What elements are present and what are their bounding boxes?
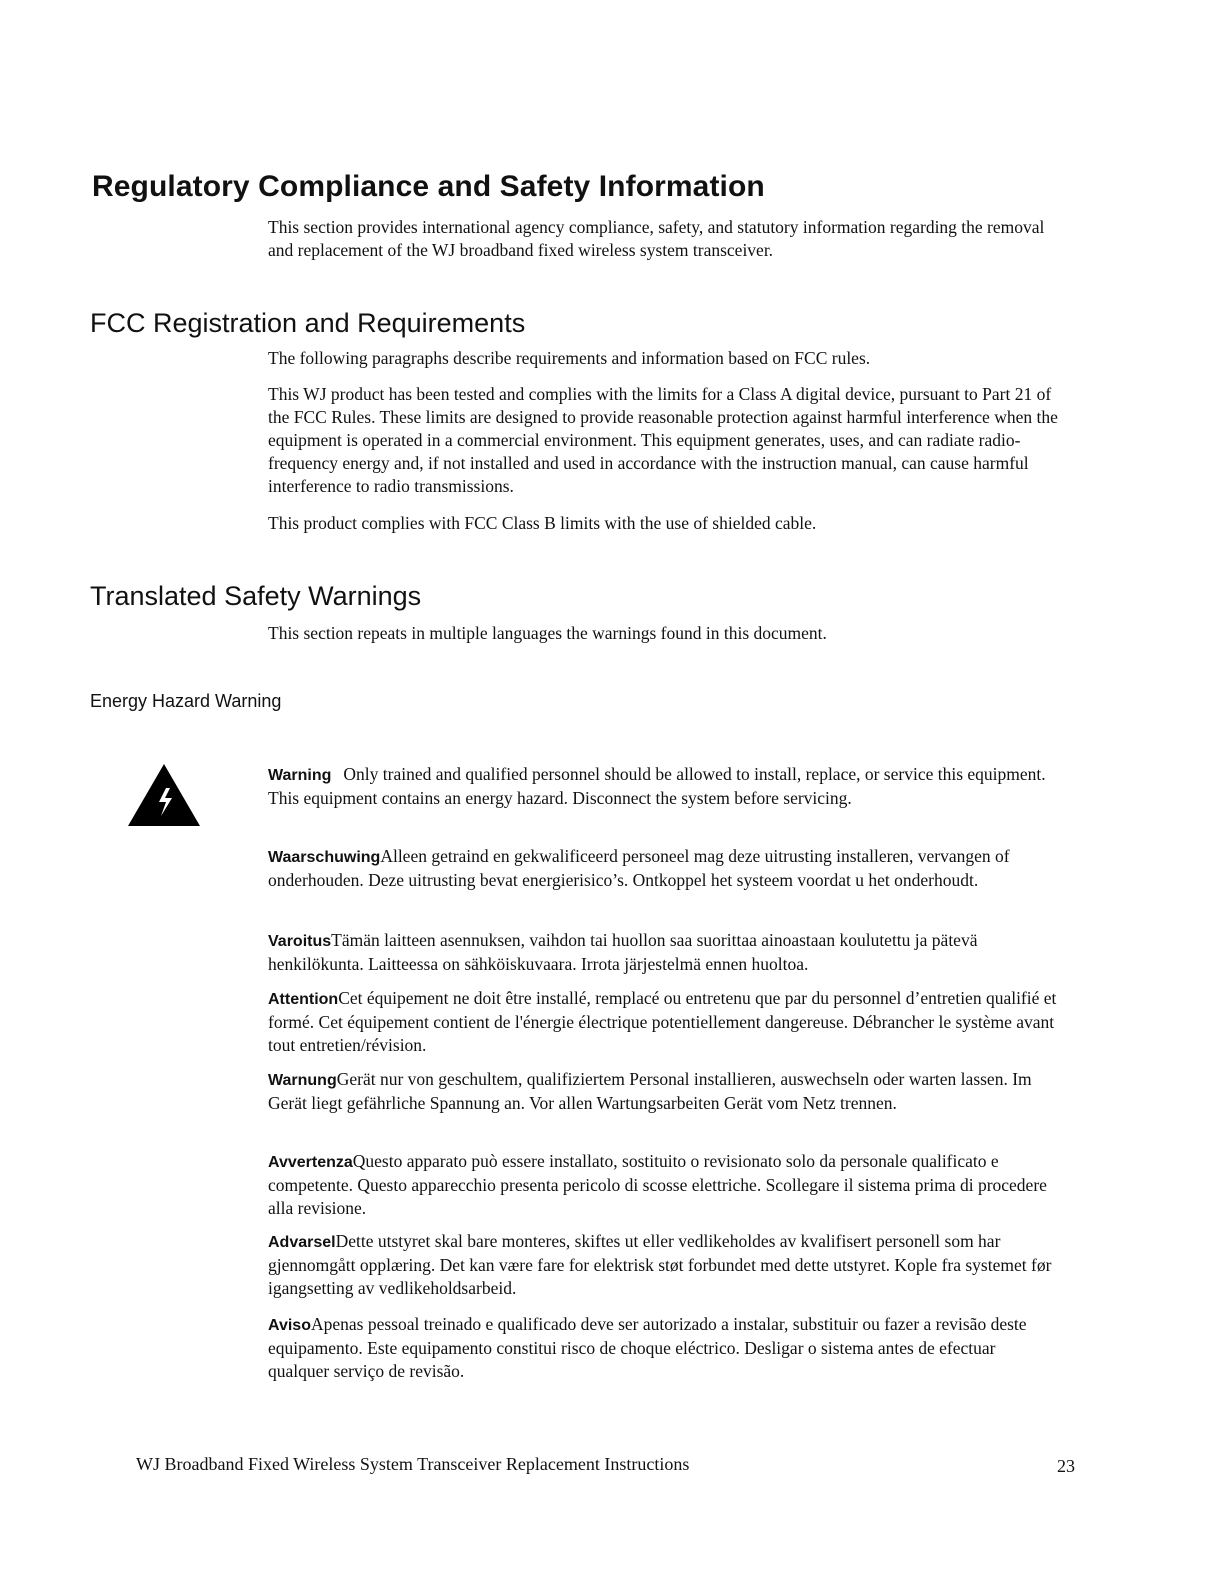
- translated-heading: Translated Safety Warnings: [90, 581, 422, 611]
- warning-text-english: Only trained and qualified personnel should be allowed to install, replace, or service this equipment. This equipment contains an energy hazard. Disconnect the system before servicing.: [268, 764, 1046, 808]
- warning-triangle-lightning-icon: [126, 762, 202, 828]
- warning-label-norwegian: Advarsel: [268, 1234, 336, 1251]
- warning-german: [268, 1068, 1058, 1115]
- warning-label-dutch: Waarschuwing: [268, 849, 381, 866]
- warning-french: [268, 987, 1058, 1057]
- page-title: Regulatory Compliance and Safety Information: [92, 170, 765, 203]
- warning-label-french: Attention: [268, 991, 339, 1008]
- footer-page-number: 23: [1057, 1456, 1075, 1476]
- warning-text-german: Gerät nur von geschultem, qualifiziertem Personal installieren, auswechseln oder warten lassen. Im Gerät liegt gefährliche Spannung an. Vor allen Wartungsarbeiten Gerät vom Netz trennen.: [268, 1069, 1032, 1113]
- warning-label-finnish: Varoitus: [268, 933, 332, 950]
- warning-finnish: [268, 929, 1058, 976]
- energy-hazard-heading: Energy Hazard Warning: [90, 691, 282, 711]
- fcc-paragraph-2: This WJ product has been tested and complies with the limits for a Class A digital device, pursuant to Part 21 of the FCC Rules. These limits are designed to provide reasonable protection against harmful interference when the equipment is operated in a commercial environment. This equipment generates, uses, and can radiate radio-frequency energy and, if not installed and used in accordance with the instruction manual, can cause harmful interference to radio transmissions.: [268, 384, 1058, 496]
- warning-english: [268, 763, 1058, 810]
- warning-text-portuguese: Apenas pessoal treinado e qualificado deve ser autorizado a instalar, substituir ou fazer a revisão deste equipamento. Este equipamento constitui risco de choque eléctrico. Desligar o sistema antes de efectuar qualquer serviço de revisão.: [268, 1314, 1027, 1381]
- warning-portuguese: [268, 1313, 1058, 1383]
- intro-paragraph: This section provides international agency compliance, safety, and statutory information regarding the removal and replacement of the WJ broadband fixed wireless system transceiver.: [268, 217, 1045, 260]
- warning-text-dutch: Alleen getraind en gekwalificeerd personeel mag deze uitrusting installeren, vervangen of onderhouden. Deze uitrusting bevat energierisico’s. Ontkoppel het systeem voordat u het onderhoudt.: [268, 846, 1010, 890]
- warning-italian: [268, 1150, 1058, 1220]
- warning-label-german: Warnung: [268, 1072, 337, 1089]
- fcc-paragraph-3: This product complies with FCC Class B limits with the use of shielded cable.: [268, 513, 817, 533]
- warning-text-finnish: Tämän laitteen asennuksen, vaihdon tai huollon saa suorittaa ainoastaan koulutettu ja pätevä henkilökunta. Laitteessa on sähköiskuvaara. Irrota järjestelmä ennen huoltoa.: [268, 930, 978, 974]
- warning-text-norwegian: Dette utstyret skal bare monteres, skiftes ut eller vedlikeholdes av kvalifisert personell som har gjennomgått opplæring. Det kan være fare for elektrisk støt forbundet med dette utstyret. Kople fra systemet før igangsetting av vedlikeholdsarbeid.: [268, 1231, 1052, 1298]
- warning-norwegian: [268, 1230, 1058, 1300]
- warning-label-english: Warning: [268, 767, 332, 784]
- warning-label-italian: Avvertenza: [268, 1154, 353, 1171]
- warning-label-portuguese: Aviso: [268, 1317, 311, 1334]
- translated-intro: This section repeats in multiple languages the warnings found in this document.: [268, 623, 827, 643]
- footer-document-title: WJ Broadband Fixed Wireless System Transceiver Replacement Instructions: [136, 1454, 690, 1474]
- fcc-heading: FCC Registration and Requirements: [90, 308, 526, 338]
- fcc-paragraph-1: The following paragraphs describe requirements and information based on FCC rules.: [268, 348, 871, 368]
- warning-text-italian: Questo apparato può essere installato, sostituito o revisionato solo da personale qualificato e competente. Questo apparecchio presenta pericolo di scosse elettriche. Scollegare il sistema prima di procedere alla revisione.: [268, 1151, 1047, 1218]
- warning-dutch: [268, 845, 1058, 892]
- warning-text-french: Cet équipement ne doit être installé, remplacé ou entretenu que par du personnel d’entretien qualifié et formé. Cet équipement contient de l'énergie électrique potentiellement dangereuse. Débrancher le système avant tout entretien/révision.: [268, 988, 1057, 1055]
